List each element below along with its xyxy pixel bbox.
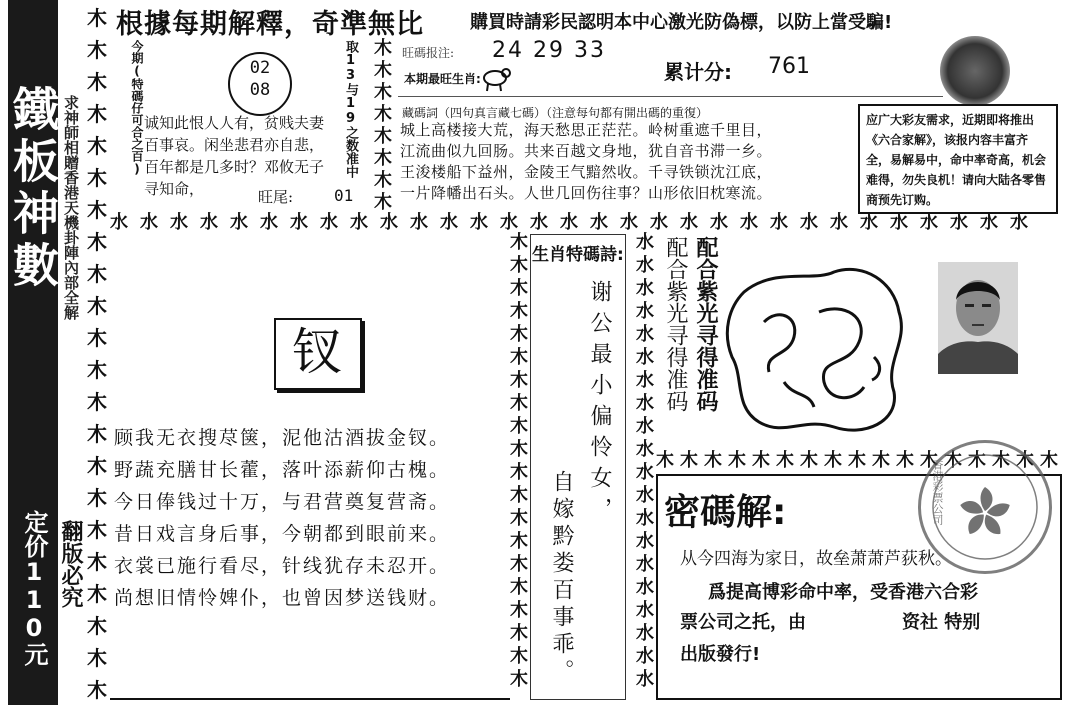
border-glyph: 木: [374, 170, 392, 191]
border-glyph: 木: [87, 582, 107, 606]
border-glyph: 水: [636, 669, 654, 690]
border-glyph: 木: [87, 390, 107, 414]
border-glyph: 水: [380, 212, 398, 233]
border-glyph: 木: [87, 550, 107, 574]
title-subtitle: 求神師相贈香港天機卦陣內部全解: [62, 95, 80, 320]
border-glyph: 水: [680, 212, 698, 233]
laser-seal-icon: [940, 36, 1010, 106]
border-glyph: 木: [87, 198, 107, 222]
border-glyph: 水: [770, 212, 788, 233]
border-glyph: 木: [510, 370, 528, 391]
border-glyph: 木: [374, 82, 392, 103]
border-glyph: 木: [87, 358, 107, 382]
cangma-heading: 藏碼詞（四句真言藏七碼）（注意每句都有開出碼的重復）: [402, 106, 709, 120]
border-glyph: 木: [374, 148, 392, 169]
border-glyph: 木: [87, 102, 107, 126]
border-glyph: 水: [636, 393, 654, 414]
border-glyph: 木: [848, 450, 866, 471]
period-number-bottom: 08: [249, 80, 271, 100]
purple-light-col2: 配合紫光寻得准码: [693, 236, 718, 412]
border-glyph: 木: [87, 38, 107, 62]
wang-values: 24 29 33: [492, 38, 606, 63]
score-value: 761: [768, 54, 810, 79]
wood-border-middle: [372, 40, 394, 216]
border-glyph: 水: [636, 416, 654, 437]
border-glyph: 水: [636, 646, 654, 667]
border-glyph: 木: [510, 278, 528, 299]
border-glyph: 水: [636, 623, 654, 644]
border-glyph: 木: [992, 450, 1010, 471]
border-glyph: 水: [110, 212, 128, 233]
border-glyph: 水: [950, 212, 968, 233]
mima-line3a: 票公司之托，由: [680, 612, 806, 633]
border-glyph: 木: [728, 450, 746, 471]
border-glyph: 水: [710, 212, 728, 233]
border-glyph: 水: [290, 212, 308, 233]
border-glyph: 木: [510, 462, 528, 483]
cangma-line: 王浚楼船下益州，金陵王气黯然收。千寻铁锁沈江底，: [400, 163, 773, 181]
border-glyph: 木: [510, 416, 528, 437]
mima-heading: 密碼解:: [664, 492, 787, 533]
border-glyph: 水: [230, 212, 248, 233]
border-glyph: 木: [1040, 450, 1058, 471]
border-glyph: 水: [320, 212, 338, 233]
border-glyph: 水: [636, 301, 654, 322]
period-poem: 诚知此恨人人有，贫贱夫妻百事哀。闲坐悲君亦自悲，百年都是几多时？邓攸无子寻知命，: [144, 114, 325, 198]
border-glyph: 水: [890, 212, 908, 233]
notice-box: 应广大彩友需求，近期即将推出《六合家解》，该报内容丰富齐全，易解易中，命中率奇高，机会难得，勿失良机！请向大陆各零售商预先订购。: [858, 104, 1058, 214]
border-glyph: 水: [830, 212, 848, 233]
border-glyph: 木: [87, 518, 107, 542]
poem-line: 衣裳已施行看尽，针线犹存未忍开。: [114, 555, 451, 577]
cangma-line: 城上高楼接大荒，海天愁思正茫茫。岭树重遮千里目，: [400, 121, 773, 139]
border-glyph: 木: [510, 646, 528, 667]
border-glyph: 木: [374, 104, 392, 125]
border-glyph: 水: [200, 212, 218, 233]
border-glyph: 木: [510, 324, 528, 345]
score-label: 累计分:: [664, 60, 732, 84]
border-glyph: 水: [636, 278, 654, 299]
sheep-icon: [478, 64, 514, 92]
border-glyph: 水: [636, 462, 654, 483]
main-poem: [114, 422, 450, 614]
border-glyph: 木: [87, 454, 107, 478]
header-notice: 購買時請彩民認明本中心激光防偽標，以防上當受騙!: [470, 12, 893, 33]
stamp-text: 香港彩票公司: [931, 459, 944, 525]
border-glyph: 木: [87, 230, 107, 254]
zodiac-poem-heading: 生肖特碼詩:: [532, 245, 624, 265]
border-glyph: 木: [87, 326, 107, 350]
border-glyph: 水: [920, 212, 938, 233]
border-glyph: 木: [87, 646, 107, 670]
border-glyph: 木: [87, 294, 107, 318]
border-glyph: 水: [140, 212, 158, 233]
border-glyph: 木: [374, 60, 392, 81]
bottom-rule: [110, 698, 510, 700]
border-glyph: 木: [510, 301, 528, 322]
official-stamp: [918, 440, 1052, 574]
tail-label: 旺尾:: [258, 188, 294, 206]
border-glyph: 木: [87, 166, 107, 190]
border-glyph: 木: [87, 134, 107, 158]
border-glyph: 木: [510, 485, 528, 506]
tail-value: 01: [334, 186, 354, 205]
mima-line4: 出版發行!: [680, 644, 761, 665]
border-glyph: 木: [374, 38, 392, 59]
wood-border-left: [86, 8, 108, 712]
cangma-body: [400, 120, 772, 204]
border-glyph: 木: [776, 450, 794, 471]
portrait-photo: [938, 262, 1018, 374]
border-glyph: 木: [872, 450, 890, 471]
border-glyph: 木: [87, 486, 107, 510]
border-glyph: 木: [510, 255, 528, 276]
border-glyph: 木: [1016, 450, 1034, 471]
border-glyph: 水: [636, 324, 654, 345]
water-border-column: [634, 234, 656, 694]
border-glyph: 木: [510, 669, 528, 690]
border-glyph: 水: [636, 508, 654, 529]
period-number-top: 02: [249, 58, 271, 78]
price-label: 定价110元: [20, 510, 48, 666]
wood-border-right: [508, 234, 530, 694]
border-glyph: 木: [510, 554, 528, 575]
wang-label: 旺碼报注:: [402, 46, 455, 60]
border-glyph: 水: [650, 212, 668, 233]
border-glyph: 水: [636, 232, 654, 253]
period-left-label: 今期(特碼仔可合之百): [130, 40, 144, 176]
poem-line: 昔日戏言身后事，今朝都到眼前来。: [114, 523, 451, 545]
border-glyph: 木: [87, 614, 107, 638]
border-glyph: 木: [968, 450, 986, 471]
border-glyph: 水: [500, 212, 518, 233]
border-glyph: 木: [87, 262, 107, 286]
purple-light-col1: 配合紫光寻得准码: [663, 236, 688, 412]
scribble-image: [724, 262, 914, 442]
border-glyph: 水: [636, 255, 654, 276]
cangma-line: 一片降幡出石头。人世几回伤往事？山形依旧枕寒流。: [400, 184, 773, 202]
border-glyph: 水: [636, 347, 654, 368]
border-glyph: 木: [704, 450, 722, 471]
period-right-label: 取13与19之数准中: [343, 40, 358, 178]
water-border-row: [110, 214, 1040, 232]
copyright-label: 翻版必究: [58, 520, 83, 608]
border-glyph: 水: [636, 554, 654, 575]
border-glyph: 水: [170, 212, 188, 233]
border-glyph: 木: [87, 70, 107, 94]
border-glyph: 水: [636, 600, 654, 621]
header-banner: 根據每期解釋，奇準無比: [116, 9, 424, 40]
border-glyph: 木: [944, 450, 962, 471]
border-glyph: 水: [590, 212, 608, 233]
border-glyph: 木: [510, 508, 528, 529]
border-glyph: 木: [510, 577, 528, 598]
border-glyph: 水: [470, 212, 488, 233]
border-glyph: 水: [560, 212, 578, 233]
border-glyph: 水: [740, 212, 758, 233]
poem-line: 尚想旧情怜婢仆，也曾因梦送钱财。: [114, 587, 451, 609]
zodiac-poem-col1: 谢公最小偏怜女，: [587, 280, 612, 528]
border-glyph: 木: [510, 600, 528, 621]
border-glyph: 水: [410, 212, 428, 233]
border-glyph: 木: [824, 450, 842, 471]
border-glyph: 木: [896, 450, 914, 471]
border-glyph: 木: [752, 450, 770, 471]
border-glyph: 木: [510, 623, 528, 644]
poem-line: 今日俸钱过十万，与君营奠复营斋。: [114, 491, 451, 513]
border-glyph: 木: [510, 347, 528, 368]
border-glyph: 木: [920, 450, 938, 471]
zodiac-label: 本期最旺生肖:: [404, 72, 481, 86]
border-glyph: 水: [860, 212, 878, 233]
poem-line: 野蔬充膳甘长藿，落叶添薪仰古槐。: [114, 459, 451, 481]
zodiac-poem-col2: 自嫁黔娄百事乖。: [549, 470, 574, 686]
mima-line3b: 资社 特别: [902, 612, 981, 633]
border-glyph: 水: [636, 439, 654, 460]
border-glyph: 水: [980, 212, 998, 233]
border-glyph: 木: [510, 531, 528, 552]
border-glyph: 木: [87, 6, 107, 30]
border-glyph: 木: [656, 450, 674, 471]
border-glyph: 水: [440, 212, 458, 233]
border-glyph: 水: [620, 212, 638, 233]
border-glyph: 木: [87, 422, 107, 446]
border-glyph: 水: [800, 212, 818, 233]
border-glyph: 水: [636, 485, 654, 506]
main-title: 鐵板神數: [6, 85, 60, 293]
big-char: 钗: [292, 323, 342, 381]
border-glyph: 木: [87, 678, 107, 702]
mima-line1: 从今四海为家日，故垒萧萧芦荻秋。: [680, 549, 952, 569]
border-glyph: 水: [1010, 212, 1028, 233]
border-glyph: 水: [636, 370, 654, 391]
border-glyph: 水: [636, 531, 654, 552]
border-glyph: 木: [680, 450, 698, 471]
border-glyph: 水: [350, 212, 368, 233]
border-glyph: 木: [510, 393, 528, 414]
border-glyph: 水: [636, 577, 654, 598]
border-glyph: 木: [374, 126, 392, 147]
border-glyph: 木: [510, 439, 528, 460]
border-glyph: 水: [260, 212, 278, 233]
border-glyph: 木: [510, 232, 528, 253]
mima-line2: 爲提高博彩命中率，受香港六合彩: [708, 582, 978, 603]
border-glyph: 木: [374, 192, 392, 213]
cangma-line: 江流曲似九回肠。共来百越文身地，犹自音书滞一乡。: [400, 142, 773, 160]
border-glyph: 木: [800, 450, 818, 471]
poem-line: 顾我无衣搜荩箧，泥他沽酒拔金钗。: [114, 427, 451, 449]
border-glyph: 水: [530, 212, 548, 233]
